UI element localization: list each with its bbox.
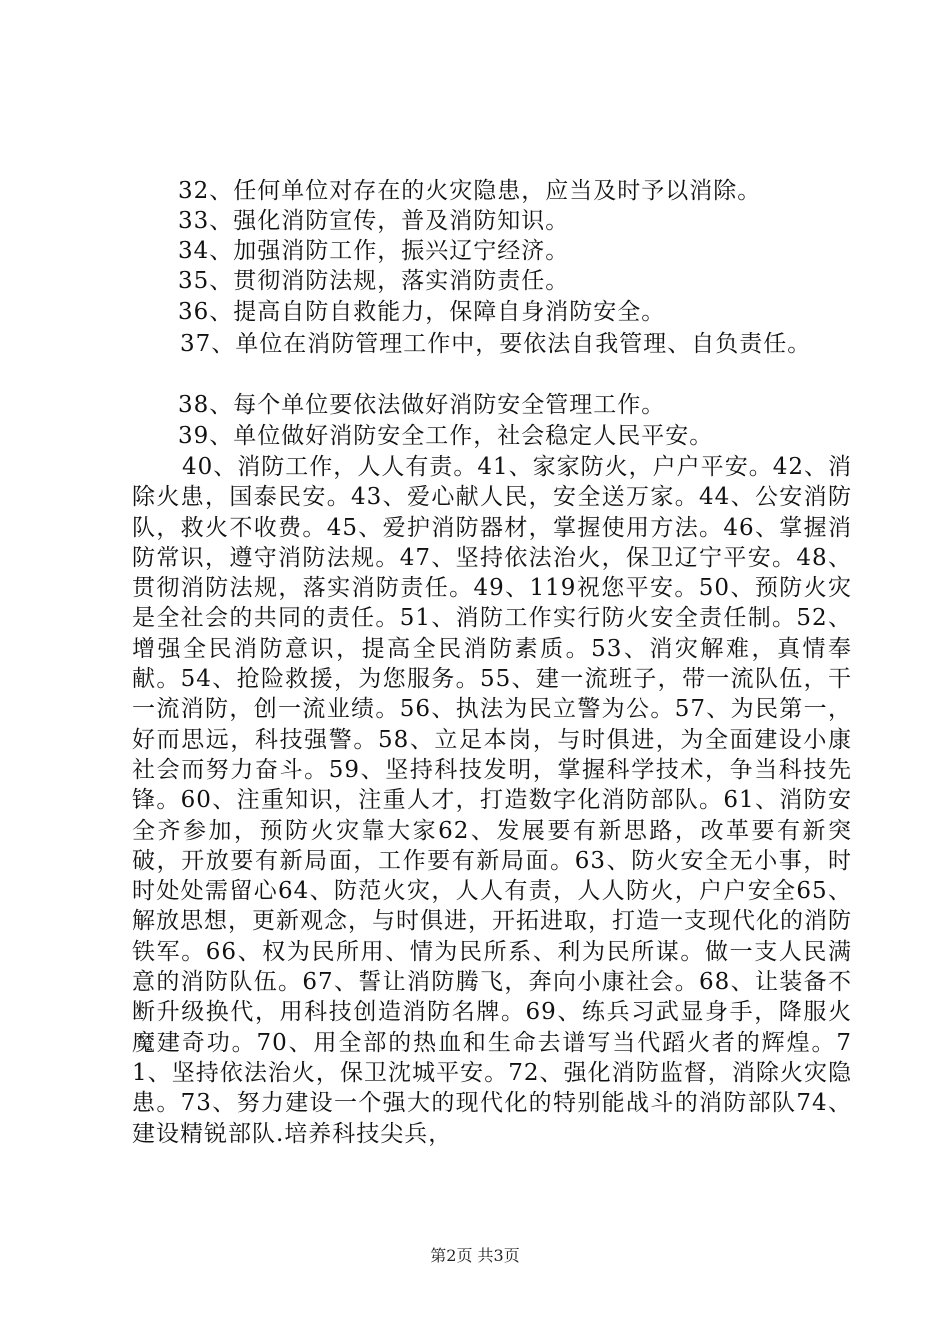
slogan-line-38: 38、每个单位要依法做好消防安全管理工作。 [178,392,666,418]
slogan-line-33: 33、强化消防宣传，普及消防知识。 [178,208,570,234]
slogan-paragraph: 40、消防工作，人人有责。41、家家防火，户户平安。42、消除火患，国泰民安。43、爱心献人民，安全送万家。44、公安消防队，救火不收费。45、爱护消防器材，掌握使用方法。46、掌握消防常识，遵守消防法规。47、坚持依法治火，保卫辽宁平安。48、贯彻消防法规，落实消防责任。49、119祝您平安。50、预防火灾是全社会的共同的责任。51、消防工作实行防火安全责任制。52、增强全民消防意识，提高全民消防素质。53、消灾解难，真情奉献。54、抢险救援，为您服务。55、建一流班子，带一流队伍，干一流消防，创一流业绩。56、执法为民立警为公。57、为民第一，好而思远，科技强警。58、立足本岗，与时俱进，为全面建设小康社会而努力奋斗。59、坚持科技发明，掌握科学技术，争当科技先锋。60、注重知识，注重人才，打造数字化消防部队。61、消防安全齐参加，预防火灾靠大家62、发展要有新思路，改革要有新突破，开放要有新局面，工作要有新局面。63、防火安全无小事，时时处处需留心64、防范火灾，人人有责，人人防火，户户安全65、解放思想，更新观念，与时俱进，开拓进取，打造一支现代化的消防铁军。66、权为民所用、情为民所系、利为民所谋。做一支人民满意的消防队伍。67、誓让消防腾飞，奔向小康社会。68、让装备不断升级换代，用科技创造消防名牌。69、练兵习武显身手，降服火魔建奇功。70、用全部的热血和生命去谱写当代蹈火者的辉煌。71、坚持依法治火，保卫沈城平安。72、强化消防监督，消除火灾隐患。73、努力建设一个强大的现代化的特别能战斗的消防部队74、建设精锐部队.培养科技尖兵， [132,454,852,1147]
slogan-line-35: 35、贯彻消防法规，落实消防责任。 [178,268,570,294]
slogan-line-32: 32、任何单位对存在的火灾隐患，应当及时予以消除。 [178,178,762,204]
slogan-line-36: 36、提高自防自救能力，保障自身消防安全。 [178,299,666,325]
page-footer: 第2页 共3页 [430,1246,520,1265]
slogan-line-34: 34、加强消防工作，振兴辽宁经济。 [178,238,570,264]
slogan-line-37: 37、单位在消防管理工作中，要依法自我管理、自负责任。 [180,331,812,357]
slogan-line-39: 39、单位做好消防安全工作，社会稳定人民平安。 [178,423,714,449]
